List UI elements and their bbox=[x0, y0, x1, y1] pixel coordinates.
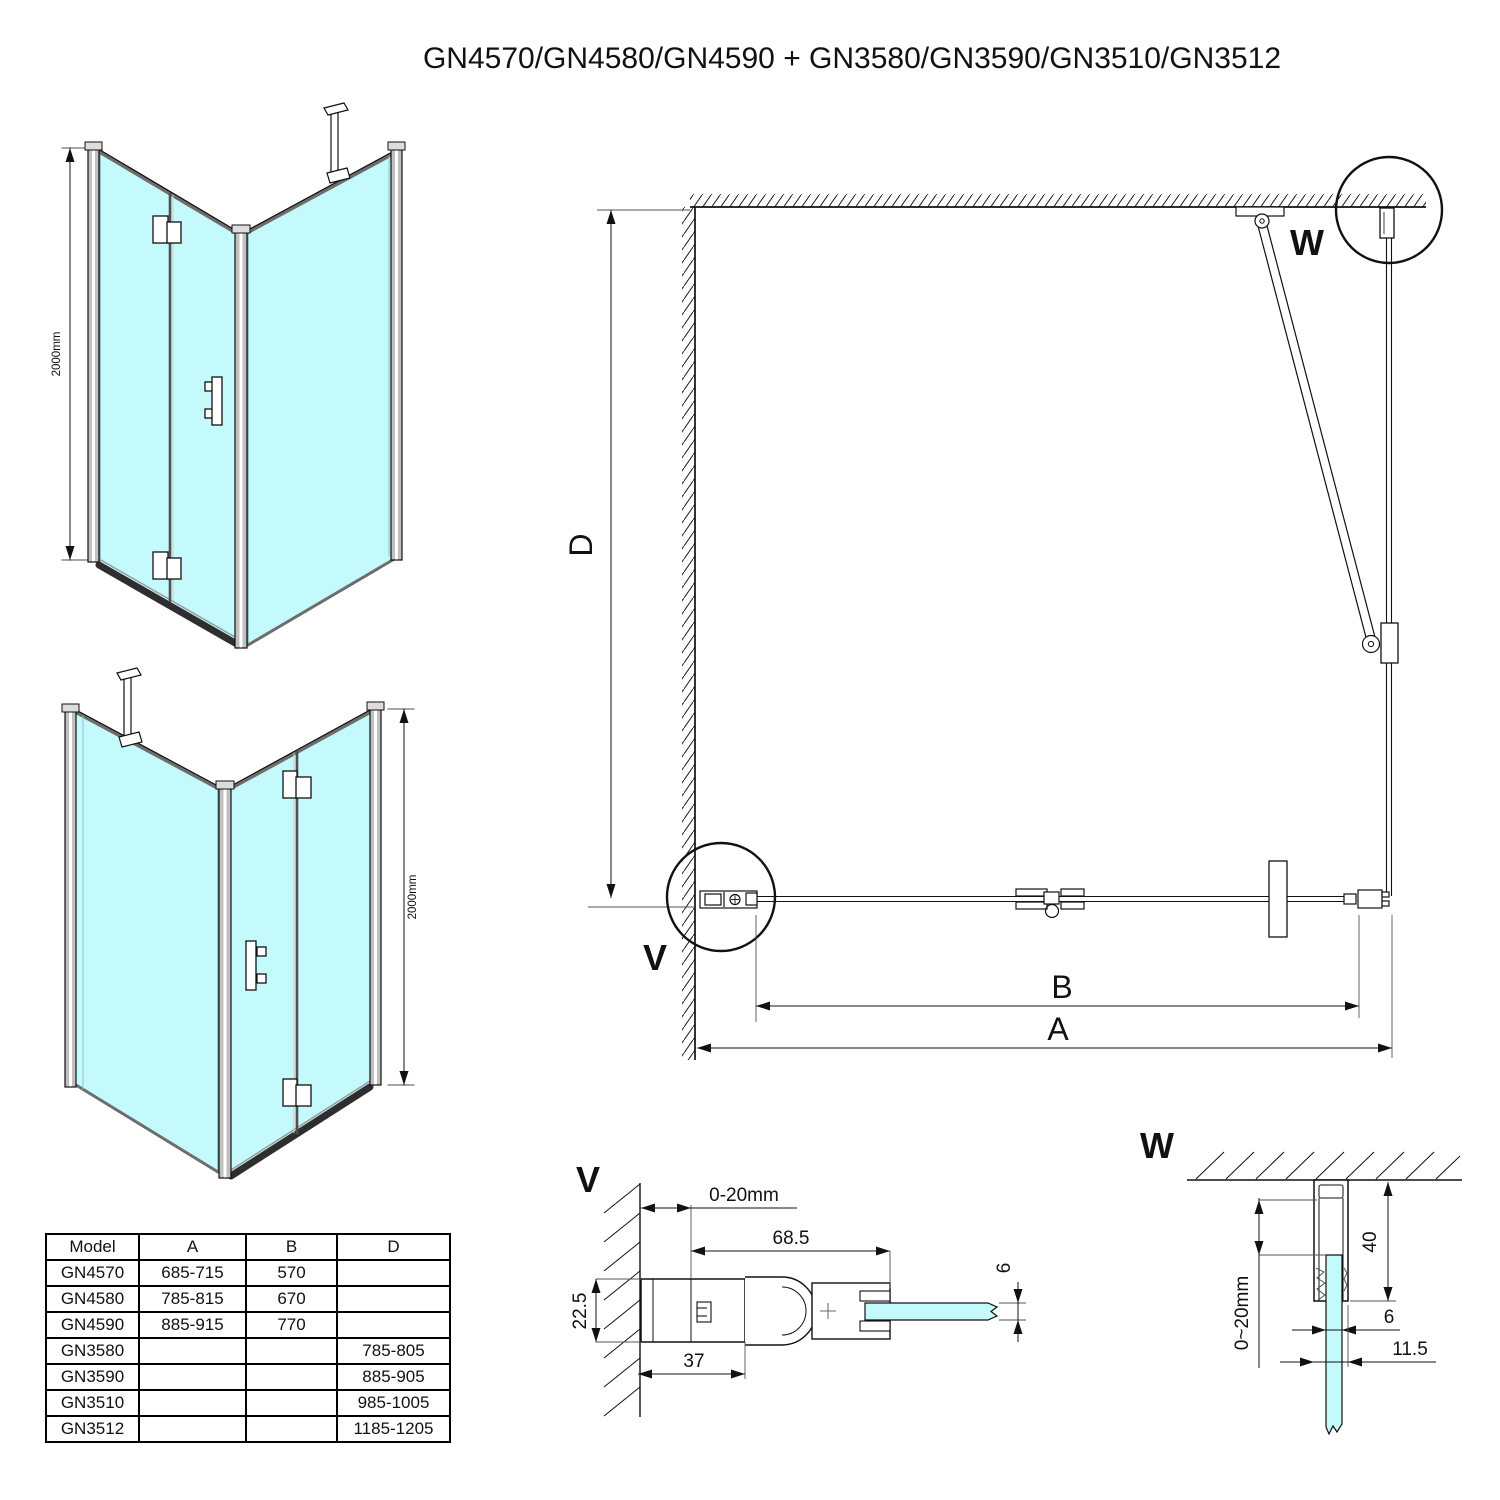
height-label: 2000mm bbox=[407, 874, 419, 920]
dimension-A bbox=[697, 915, 1392, 1058]
a-cell: 885-915 bbox=[139, 1312, 246, 1338]
svg-text:40: 40 bbox=[1360, 1231, 1381, 1253]
table-header-row bbox=[46, 1234, 450, 1260]
spec-table bbox=[45, 1233, 451, 1443]
dim-wall-profile-width bbox=[638, 1342, 745, 1379]
ceiling-hatch bbox=[1187, 1152, 1462, 1180]
dimension-A-label: A bbox=[1047, 1011, 1069, 1047]
table-row bbox=[46, 1286, 450, 1312]
svg-text:37: 37 bbox=[683, 1351, 705, 1372]
d-cell bbox=[337, 1260, 450, 1286]
table-row bbox=[46, 1260, 450, 1286]
col-header-a: A bbox=[139, 1234, 246, 1260]
b-cell: 570 bbox=[246, 1260, 337, 1286]
detail-w-drawing bbox=[1140, 1125, 1462, 1434]
top-wall-hatch bbox=[690, 194, 1426, 207]
plan-door-handle bbox=[1269, 861, 1287, 937]
svg-text:11.5: 11.5 bbox=[1392, 1339, 1428, 1360]
support-brace bbox=[1236, 207, 1398, 663]
model-cell: GN3512 bbox=[46, 1416, 139, 1442]
table-row bbox=[46, 1312, 450, 1338]
model-cell: GN3590 bbox=[46, 1364, 139, 1390]
model-cell: GN4580 bbox=[46, 1286, 139, 1312]
b-cell: 670 bbox=[246, 1286, 337, 1312]
model-cell: GN3580 bbox=[46, 1338, 139, 1364]
d-cell bbox=[337, 1286, 450, 1312]
model-cell: GN4570 bbox=[46, 1260, 139, 1286]
table-row bbox=[46, 1390, 450, 1416]
side-panel-glass bbox=[76, 712, 218, 1172]
model-cell: GN3510 bbox=[46, 1390, 139, 1416]
a-cell bbox=[139, 1416, 246, 1442]
dim-adjust-range bbox=[1232, 1198, 1326, 1368]
b-cell bbox=[246, 1338, 337, 1364]
dimension-D-label: D bbox=[563, 533, 599, 557]
ceiling-mount-profile bbox=[1380, 208, 1394, 238]
wall-hatch bbox=[604, 1183, 640, 1417]
d-cell: 885-905 bbox=[337, 1364, 450, 1390]
ceiling-support-bar bbox=[324, 103, 350, 183]
col-header-model: Model bbox=[46, 1234, 139, 1260]
b-cell: 770 bbox=[246, 1312, 337, 1338]
dim-glass-thickness bbox=[994, 1263, 1026, 1342]
height-dimension bbox=[388, 709, 419, 1085]
dim-profile-height bbox=[1350, 1182, 1396, 1301]
height-label: 2000mm bbox=[51, 331, 63, 377]
svg-text:0-20mm: 0-20mm bbox=[709, 1185, 779, 1206]
iso-view-door-right bbox=[62, 668, 419, 1178]
a-cell bbox=[139, 1338, 246, 1364]
left-wall-hatch bbox=[682, 207, 695, 1060]
model-cell: GN4590 bbox=[46, 1312, 139, 1338]
b-cell bbox=[246, 1390, 337, 1416]
dim-glass-thickness bbox=[1292, 1307, 1400, 1335]
table-row bbox=[46, 1416, 450, 1442]
a-cell bbox=[139, 1364, 246, 1390]
d-cell: 1185-1205 bbox=[337, 1416, 450, 1442]
svg-text:6: 6 bbox=[1383, 1307, 1395, 1328]
door-center-hinge bbox=[1016, 889, 1084, 918]
dim-profile-depth bbox=[570, 1279, 641, 1342]
dim-profile-width bbox=[1280, 1305, 1436, 1367]
plan-door bbox=[700, 861, 1389, 937]
hinge-housing bbox=[745, 1277, 816, 1345]
col-header-b: B bbox=[246, 1234, 337, 1260]
svg-text:6: 6 bbox=[994, 1262, 1015, 1274]
glass-section bbox=[1326, 1255, 1342, 1434]
glass-section bbox=[865, 1303, 997, 1320]
plan-view bbox=[563, 157, 1442, 1060]
b-cell bbox=[246, 1364, 337, 1390]
door-end-cap bbox=[1344, 890, 1389, 908]
a-cell: 785-815 bbox=[139, 1286, 246, 1312]
col-header-d: D bbox=[337, 1234, 450, 1260]
svg-text:0~20mm: 0~20mm bbox=[1232, 1275, 1253, 1351]
detail-v-marker: V bbox=[643, 937, 668, 978]
a-cell: 685-715 bbox=[139, 1260, 246, 1286]
svg-text:22.5: 22.5 bbox=[570, 1292, 591, 1330]
brace-clamp bbox=[1381, 623, 1398, 663]
b-cell bbox=[246, 1416, 337, 1442]
svg-text:68.5: 68.5 bbox=[772, 1228, 810, 1249]
table-row bbox=[46, 1364, 450, 1390]
page-title: GN4570/GN4580/GN4590 + GN3580/GN3590/GN3510/GN3512 bbox=[422, 42, 1282, 75]
dimension-D bbox=[563, 210, 695, 907]
detail-w-marker: W bbox=[1290, 222, 1324, 263]
detail-w-label: W bbox=[1140, 1125, 1174, 1166]
table-row bbox=[46, 1338, 450, 1364]
wall-profile bbox=[700, 891, 757, 908]
d-cell: 785-805 bbox=[337, 1338, 450, 1364]
d-cell: 985-1005 bbox=[337, 1390, 450, 1416]
wall-profile-section bbox=[641, 1277, 890, 1345]
dimension-B-label: B bbox=[1051, 969, 1073, 1005]
plan-side-panel bbox=[1380, 208, 1394, 896]
detail-v-drawing bbox=[570, 1159, 1026, 1417]
detail-v-label: V bbox=[576, 1159, 601, 1200]
iso-view-door-left bbox=[51, 103, 405, 648]
d-cell bbox=[337, 1312, 450, 1338]
a-cell bbox=[139, 1390, 246, 1416]
